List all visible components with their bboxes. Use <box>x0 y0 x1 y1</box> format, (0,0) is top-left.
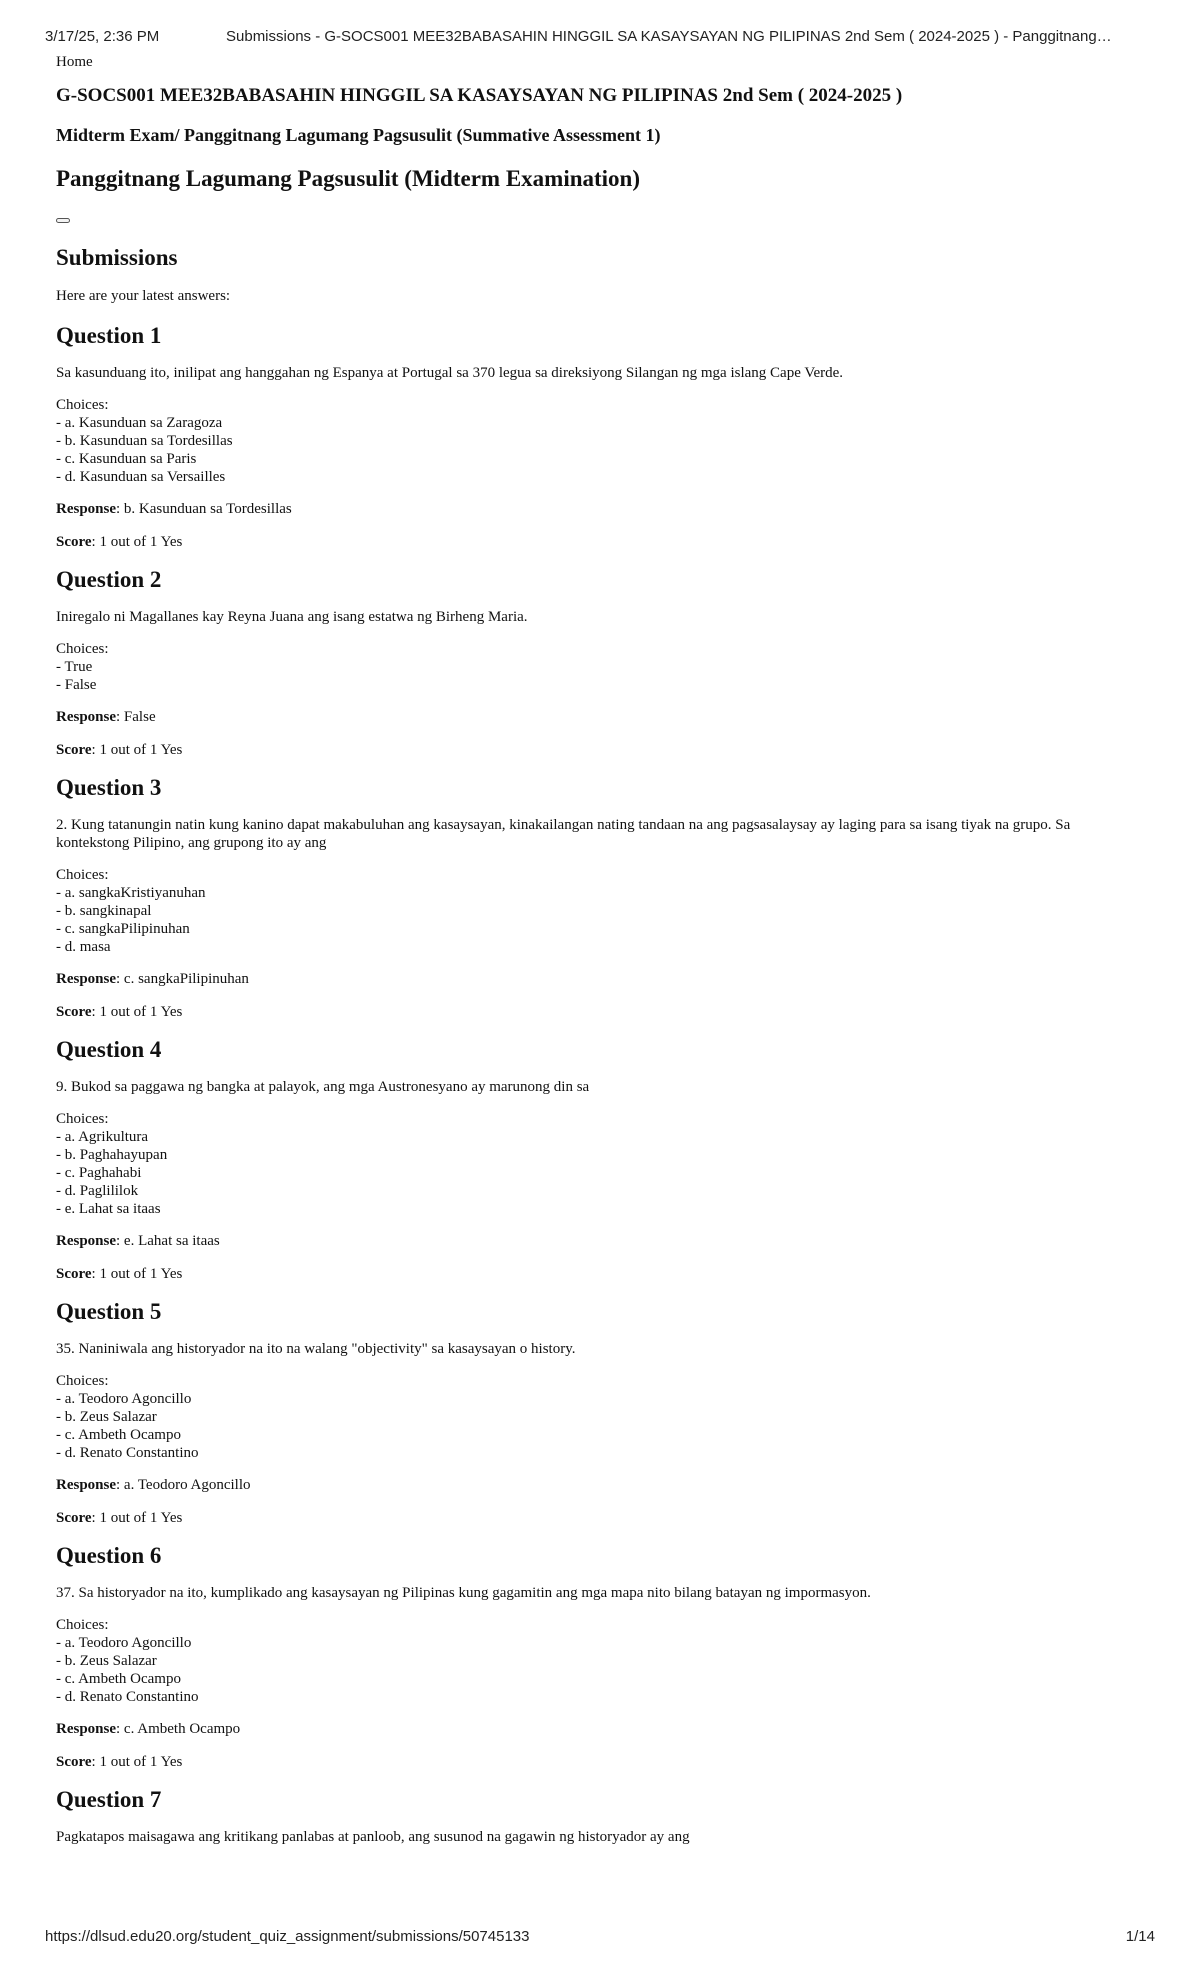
response-label: Response <box>56 709 117 725</box>
choices-list <box>56 1110 1144 1218</box>
course-title: G-SOCS001 MEE32BABASAHIN HINGGIL SA KASAYSAYAN NG PILIPINAS 2nd Sem ( 2024-2025 ) <box>56 85 903 106</box>
question-block <box>56 566 1144 759</box>
question-text: 37. Sa historyador na ito, kumplikado ang kasaysayan ng Pilipinas kung gagamitin ang mga mapa nito bilang batayan ng impormasyon. <box>56 1585 871 1601</box>
choice-item: - d. Kasunduan sa Versailles <box>56 469 226 485</box>
choice-item: - b. Zeus Salazar <box>56 1653 157 1669</box>
print-page-title: Submissions - G-SOCS001 MEE32BABASAHIN HINGGIL SA KASAYSAYAN NG PILIPINAS 2nd Sem ( 2024-2025 ) - Panggitnang… <box>226 28 1112 45</box>
question-block <box>56 774 1144 1021</box>
choice-item: - a. Teodoro Agoncillo <box>56 1391 192 1407</box>
question-text: 35. Naniniwala ang historyador na ito na walang "objectivity" sa kasaysayan o history. <box>56 1341 576 1357</box>
score-line <box>56 741 1144 759</box>
choice-item: - a. Kasunduan sa Zaragoza <box>56 415 223 431</box>
quiz-title: Panggitnang Lagumang Pagsusulit (Midterm Examination) <box>56 166 640 191</box>
response-value: : False <box>116 709 156 725</box>
question-heading: Question 7 <box>56 1787 162 1812</box>
question-block <box>56 1298 1144 1527</box>
score-value: : 1 out of 1 Yes <box>91 534 183 550</box>
choices-label: Choices: <box>56 1373 109 1389</box>
choices-list <box>56 640 1144 694</box>
choice-item: - d. Paglililok <box>56 1183 139 1199</box>
question-heading: Question 2 <box>56 567 162 592</box>
score-line <box>56 1003 1144 1021</box>
score-line <box>56 1265 1144 1283</box>
print-page-number: 1/14 <box>1125 1928 1155 1945</box>
response-label: Response <box>56 501 117 517</box>
response-line <box>56 708 1144 726</box>
questions-list <box>56 322 1144 1846</box>
score-value: : 1 out of 1 Yes <box>91 1266 183 1282</box>
response-label: Response <box>56 1233 117 1249</box>
response-value: : c. sangkaPilipinuhan <box>116 971 249 987</box>
choice-item: - c. Kasunduan sa Paris <box>56 451 197 467</box>
question-block <box>56 322 1144 551</box>
choice-item: - True <box>56 659 93 675</box>
response-label: Response <box>56 971 117 987</box>
print-url: https://dlsud.edu20.org/student_quiz_assignment/submissions/50745133 <box>45 1928 530 1945</box>
toggle-button[interactable] <box>56 218 70 223</box>
question-block <box>56 1036 1144 1283</box>
score-label: Score <box>56 534 92 550</box>
choice-item: - c. sangkaPilipinuhan <box>56 921 190 937</box>
question-block <box>56 1542 1144 1771</box>
response-line <box>56 1232 1144 1250</box>
choices-label: Choices: <box>56 641 109 657</box>
choices-list <box>56 1372 1144 1462</box>
question-text: 2. Kung tatanungin natin kung kanino dapat makabuluhan ang kasaysayan, kinakailangan nating tandaan na ang pagsasalaysay ay laging para sa isang tiyak na grupo. Sa kontekstong Pilipino, ang grupong ito ay ang <box>56 817 1071 851</box>
question-heading: Question 4 <box>56 1037 162 1062</box>
choice-item: - d. Renato Constantino <box>56 1689 199 1705</box>
question-text: Sa kasunduang ito, inilipat ang hanggahan ng Espanya at Portugal sa 370 legua sa direksiyong Silangan ng mga islang Cape Verde. <box>56 365 844 381</box>
print-footer <box>45 1928 1155 1952</box>
choice-item: - a. Agrikultura <box>56 1129 149 1145</box>
choices-label: Choices: <box>56 1111 109 1127</box>
response-line <box>56 1476 1144 1494</box>
score-value: : 1 out of 1 Yes <box>91 1004 183 1020</box>
choice-item: - b. sangkinapal <box>56 903 152 919</box>
main-content <box>56 53 1144 1860</box>
choices-label: Choices: <box>56 1617 109 1633</box>
score-label: Score <box>56 1754 92 1770</box>
exam-title: Midterm Exam/ Panggitnang Lagumang Pagsusulit (Summative Assessment 1) <box>56 125 661 145</box>
choices-label: Choices: <box>56 397 109 413</box>
question-text: Iniregalo ni Magallanes kay Reyna Juana ang isang estatwa ng Birheng Maria. <box>56 609 528 625</box>
print-datetime: 3/17/25, 2:36 PM <box>45 28 160 45</box>
response-value: : e. Lahat sa itaas <box>116 1233 220 1249</box>
score-value: : 1 out of 1 Yes <box>91 1510 183 1526</box>
score-label: Score <box>56 742 92 758</box>
choice-item: - b. Paghahayupan <box>56 1147 168 1163</box>
response-value: : b. Kasunduan sa Tordesillas <box>116 501 292 517</box>
choice-item: - False <box>56 677 97 693</box>
question-text: 9. Bukod sa paggawa ng bangka at palayok, ang mga Austronesyano ay marunong din sa <box>56 1079 590 1095</box>
score-value: : 1 out of 1 Yes <box>91 742 183 758</box>
home-link[interactable]: Home <box>56 54 93 70</box>
score-value: : 1 out of 1 Yes <box>91 1754 183 1770</box>
score-label: Score <box>56 1266 92 1282</box>
choice-item: - a. Teodoro Agoncillo <box>56 1635 192 1651</box>
choice-item: - b. Zeus Salazar <box>56 1409 157 1425</box>
response-line <box>56 500 1144 518</box>
question-heading: Question 5 <box>56 1299 162 1324</box>
score-label: Score <box>56 1510 92 1526</box>
print-header <box>45 28 1155 52</box>
response-line <box>56 970 1144 988</box>
response-label: Response <box>56 1721 117 1737</box>
choices-list <box>56 1616 1144 1706</box>
response-line <box>56 1720 1144 1738</box>
intro-text: Here are your latest answers: <box>56 288 231 304</box>
choice-item: - d. masa <box>56 939 111 955</box>
score-line <box>56 1509 1144 1527</box>
score-line <box>56 533 1144 551</box>
response-label: Response <box>56 1477 117 1493</box>
choice-item: - e. Lahat sa itaas <box>56 1201 161 1217</box>
choice-item: - c. Ambeth Ocampo <box>56 1671 181 1687</box>
choices-list <box>56 866 1144 956</box>
choice-item: - b. Kasunduan sa Tordesillas <box>56 433 233 449</box>
choice-item: - a. sangkaKristiyanuhan <box>56 885 206 901</box>
question-heading: Question 1 <box>56 323 162 348</box>
question-heading: Question 3 <box>56 775 162 800</box>
score-label: Score <box>56 1004 92 1020</box>
choice-item: - c. Paghahabi <box>56 1165 142 1181</box>
question-heading: Question 6 <box>56 1543 162 1568</box>
choice-item: - d. Renato Constantino <box>56 1445 199 1461</box>
choices-label: Choices: <box>56 867 109 883</box>
submissions-heading: Submissions <box>56 245 178 270</box>
score-line <box>56 1753 1144 1771</box>
response-value: : a. Teodoro Agoncillo <box>116 1477 251 1493</box>
question-block <box>56 1786 1144 1846</box>
response-value: : c. Ambeth Ocampo <box>116 1721 241 1737</box>
question-text: Pagkatapos maisagawa ang kritikang panlabas at panloob, ang susunod na gagawin ng historyador ay ang <box>56 1829 690 1845</box>
choice-item: - c. Ambeth Ocampo <box>56 1427 181 1443</box>
choices-list <box>56 396 1144 486</box>
